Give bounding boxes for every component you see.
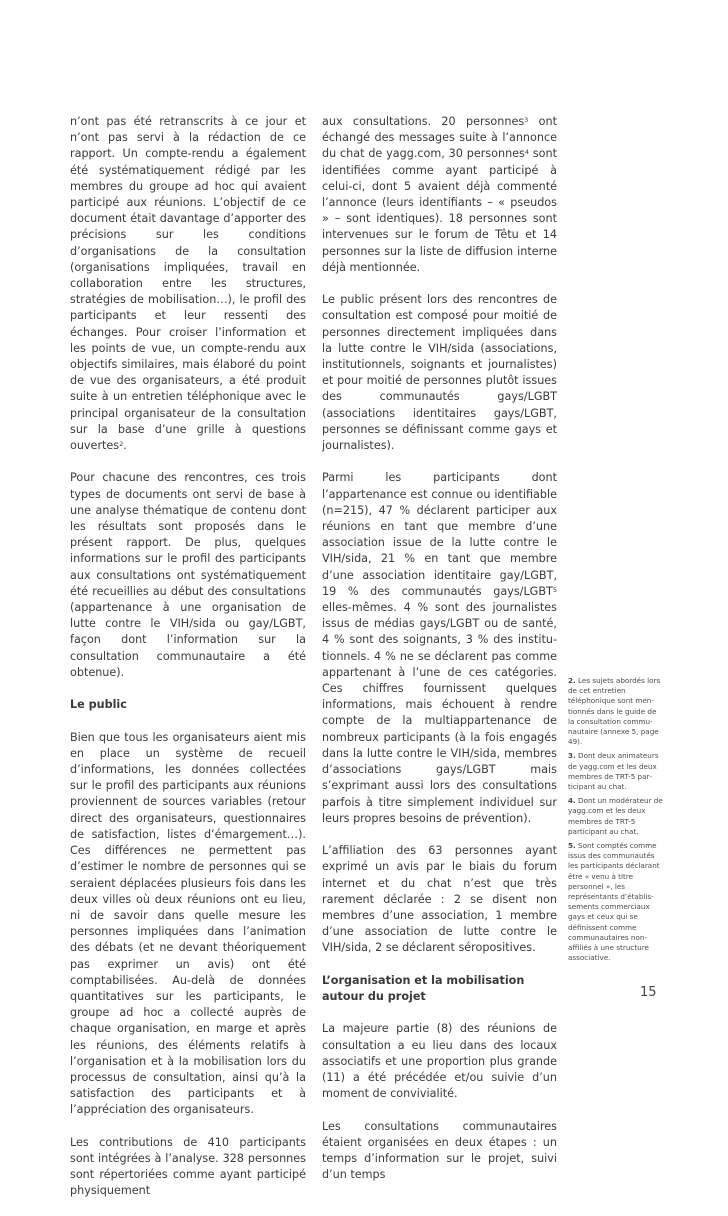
paragraph: L’affiliation des 63 personnes ayant exprimé un avis par le biais du forum internet et du chat n’est que très rarement déclarée : 2 se disent non membres d’une association, 1 membre d’une association de lutte contre le VIH/sida, 2 se déclarent séropositives. [322,844,557,955]
paragraph: Parmi les participants dont l’appartenance est connue ou identifiable (n=215), 47 % déclarent participer aux réunions en tant que membre d’une association issue de la lutte contre le VIH/sida, 21 % en tant que membre d’une association identitaire gay/LGBT, 19 % des communautés gays/LGBT$^5$ elles-mêmes. 4 % sont des journalistes issus de médias gays/LGBT ou de santé, 4 % sont des soignants, 3 % des institutionnels. 4 % ne se déclarent pas comme appartenant à l’une de ces catégories. Ces chiffres fournissent quelques informations, mais échouent à rendre compte de la multiappartenance de nombreux participants (à la fois engagés dans la lutte contre le VIH/sida, membres d’associations gays/LGBT mais s’exprimant aussi lors des consultations parfois à titre simplement individuel sur leurs propres besoins de prévention). [322,471,557,825]
paragraph: Le public présent lors des rencontres de consultation est composé pour moitié de personnes directement impliquées dans la lutte contre le VIH/sida (associations, institutionnels, soignants et journalistes) et pour moitié de personnes plutôt issues des communautés gays/LGBT (associations identitaires gays/LGBT, personnes se définissant comme gays et journalistes). [322,293,557,453]
paragraph: Pour chacune des rencontres, ces trois types de documents ont servi de base à une analyse thématique de contenu dont les résultats sont proposés dans le présent rapport. De plus, quelques informations sur le profil des participants aux consultations ont systématiquement été recueillies au début des consultations (appartenance à une organisation de lutte contre le VIH/sida ou gay/LGBT, façon dont l’information sur la consultation communautaire a été obtenue). [70,471,306,679]
footnote-ref: 3 [524,116,529,124]
section-heading: L’organisation et la mobilisation autour du projet [322,973,525,1003]
paragraph: aux consultations. 20 personnes$^3$ ont échangé des messages suite à l’annonce du chat de yagg.com, 30 personnes$^4$ sont identifiées comme ayant participé à celui-ci, dont 5 avaient déjà commenté l’annonce (leurs identifiants – « pseudos » – sont identiques). 18 personnes sont intervenues sur le forum de Têtu et 14 personnes sur la liste de diffusion interne déjà mentionnée. [322,115,557,274]
footnote: 2. Les sujets abordés lors de cet entretien téléphonique sont mentionnés dans le guide de la consultation communautaire (annexe 5, page 49). [568,676,661,747]
footnote: 3. Dont deux animateurs de yagg.com et les deux membres de TRT-5 participant au chat. [568,751,659,792]
footnote-ref: 4 [524,148,530,157]
footnote: 5. Sont comptés comme issus des communautés les participants déclarant être « venu à titre personnel », les représentants d’établissements commerciaux gays et ceux qui se définissent comme communautaires non-affiliés à une structure associative. [568,841,660,963]
footnotes [568,676,664,967]
paragraph: La majeure partie (8) des réunions de consultation a eu lieu dans des locaux associatifs et une proportion plus grande (11) a été précédée et/ou suivie d’un moment de convivialité. [322,1022,557,1101]
page-number: 15 [640,985,657,1000]
paragraph: Les contributions de 410 participants sont intégrées à l’analyse. 328 personnes sont répertoriées comme ayant participé physiquement [70,1135,306,1198]
text-column-right [322,114,557,1200]
text-column-left [70,114,306,1216]
paragraph: Les consultations communautaires étaient organisées en deux étapes : un temps d’information sur le projet, suivi d’un temps [322,1119,557,1182]
footnote-ref: 5 [552,585,557,594]
paragraph: n’ont pas été retranscrits à ce jour et n’ont pas servi à la rédaction de ce rapport. Un compte-rendu a également été systématiquement rédigé par les membres du groupe ad hoc qui avaient participé aux réunions. L’objectif de ce document était davantage d’apporter des précisions sur les conditions d’organisations de la consultation (organisations impliquées, travail en collaboration entre les structures, stratégies de mobilisation…), le profil des participants et leur ressenti des échanges. Pour croiser l’information et les points de vue, un compte-rendu aux objectifs similaires, mais élaboré du point de vue des organisateurs, a été produit suite à un entretien téléphonique avec le principal organisateur de la consultation sur la base d’une grille à questions ouvertes$^2$. [70,115,306,453]
footnote: 4. Dont un modérateur de yagg.com et les deux membres de TRT-5 participant au chat. [568,796,663,836]
paragraph: Bien que tous les organisateurs aient mis en place un système de recueil d’informations, les données collectées sur le profil des participants aux réunions proviennent de sources variables (retour direct des organisateurs, questionnaires de satisfaction, listes d’émargement…). Ces différences ne permettent pas d’estimer le nombre de personnes qui se seraient déplacées plusieurs fois dans les deux villes où deux réunions ont eu lieu, ni de savoir dans quelle mesure les personnes impliquées dans l’animation des débats (et ne devant théoriquement pas exprimer un avis) ont été comptabilisées. Au-delà de données quantitatives sur les participants, le groupe ad hoc a collecté auprès de chaque organisation, en marge et après les réunions, des éléments relatifs à l’organisation et à la mobilisation lors du processus de consultation, ainsi qu’à la satisfaction des participants et à l’appréciation des organisateurs. [70,730,306,1117]
section-heading: Le public [70,698,127,712]
footnote-ref: 2 [119,440,124,449]
